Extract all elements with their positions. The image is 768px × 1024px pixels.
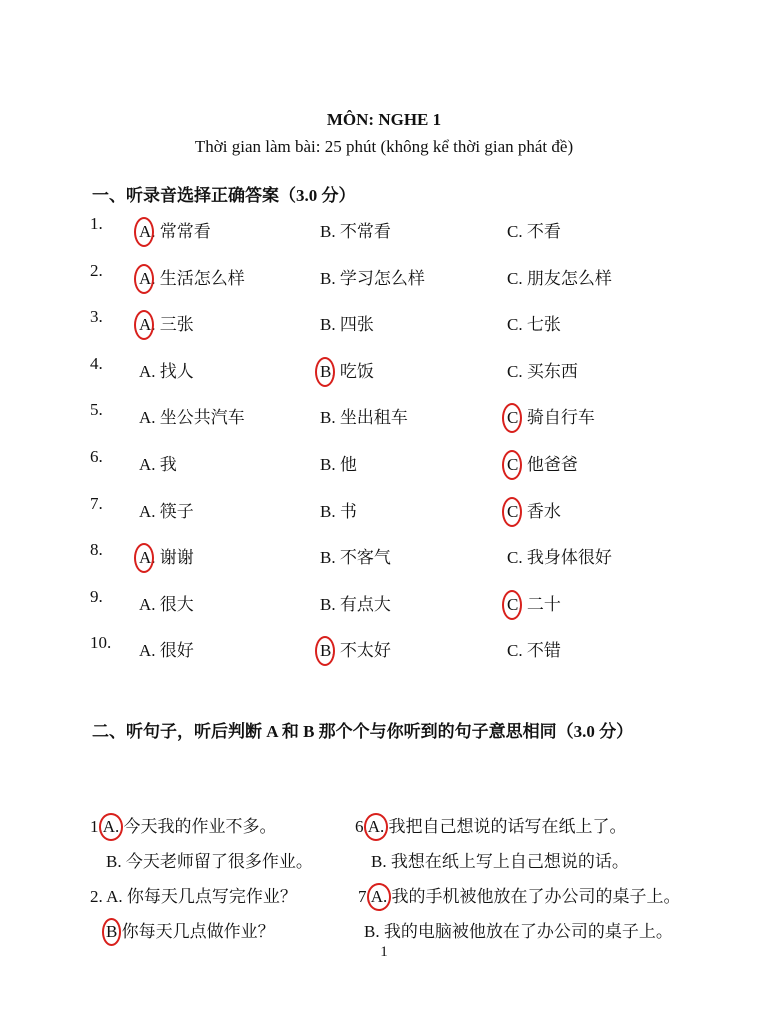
option-b: [320, 217, 391, 242]
option-c: [507, 543, 612, 568]
section2-heading: 二、听句子，听后判断 A 和 B 那个个与你听到的句子意思相同（3.0 分）: [92, 722, 634, 741]
option-letter: A.: [139, 595, 156, 614]
s2-q2-option-b: [106, 917, 275, 942]
option-b: [320, 543, 391, 568]
option-letter: B.: [320, 222, 336, 241]
option-a: [139, 636, 194, 661]
option-text: 他爸爸: [522, 455, 578, 474]
question-row: [0, 447, 768, 476]
option-text: 七张: [522, 315, 561, 334]
selected-answer-mark: A.: [139, 222, 156, 241]
exam-time-note: Thời gian làm bài: 25 phút (không kể thời gian phát đề): [194, 137, 574, 156]
option-a: [139, 403, 245, 428]
question-row: [0, 540, 768, 569]
option-letter: C.: [507, 269, 523, 288]
option-b: [320, 357, 374, 382]
option-text: 很好: [155, 641, 194, 660]
selected-answer-mark: C.: [507, 408, 523, 427]
option-c: [507, 590, 561, 615]
option-b: [320, 590, 391, 615]
question-number: 2.: [90, 261, 103, 280]
s2-q2-a-text: A. 你每天几点写完作业？: [106, 887, 297, 906]
option-text: 很大: [155, 595, 194, 614]
s2-q7-a-text: 我的手机被他放在了办公司的桌子上。: [391, 887, 681, 906]
option-letter: A.: [139, 502, 156, 521]
option-a: [139, 310, 194, 335]
option-b: [320, 403, 408, 428]
option-text: 香水: [522, 502, 561, 521]
s2-q1-option-b: B. 今天老师留了很多作业。: [106, 852, 313, 871]
question-number: 9.: [90, 587, 103, 606]
option-a: [139, 217, 211, 242]
option-b: [320, 636, 391, 661]
option-text: 不常看: [335, 222, 391, 241]
option-letter: C.: [507, 315, 523, 334]
option-text: 有点大: [335, 595, 391, 614]
page-number: 1: [380, 944, 388, 960]
option-c: [507, 636, 561, 661]
option-letter: B.: [320, 595, 336, 614]
s2-q7-option-a: [358, 882, 681, 907]
option-c: [507, 450, 578, 475]
s2-q6-a-text: 我把自己想说的话写在纸上了。: [388, 817, 627, 836]
s2-q7-option-b: B. 我的电脑被他放在了办公司的桌子上。: [364, 922, 673, 941]
question-number: 7.: [90, 494, 103, 513]
option-text: 坐公共汽车: [155, 408, 245, 427]
s2-q2-b-circled-mark: B: [106, 922, 118, 941]
option-b: [320, 497, 357, 522]
option-b: [320, 264, 425, 289]
option-c: [507, 264, 612, 289]
option-letter: A.: [139, 362, 156, 381]
option-letter: A.: [139, 455, 156, 474]
option-c: [507, 310, 561, 335]
question-row: [0, 261, 768, 290]
option-text: 四张: [335, 315, 374, 334]
option-c: [507, 403, 595, 428]
option-a: [139, 450, 177, 475]
question-row: [0, 307, 768, 336]
question-number: 1.: [90, 214, 103, 233]
question-row: [0, 587, 768, 616]
option-text: 不看: [522, 222, 561, 241]
option-b: [320, 450, 357, 475]
option-text: 买东西: [522, 362, 578, 381]
option-text: 学习怎么样: [335, 269, 425, 288]
option-letter: B.: [320, 548, 336, 567]
option-text: 骑自行车: [522, 408, 595, 427]
question-row: [0, 354, 768, 383]
selected-answer-mark: C.: [507, 595, 523, 614]
option-a: [139, 590, 194, 615]
question-row: [0, 494, 768, 523]
s2-q1-a-text: 今天我的作业不多。: [123, 817, 277, 836]
s2-q2-b-text: 你每天几点做作业？: [121, 922, 275, 941]
option-letter: B.: [320, 502, 336, 521]
question-number: 6.: [90, 447, 103, 466]
question-number: 3.: [90, 307, 103, 326]
option-text: 朋友怎么样: [522, 269, 612, 288]
selected-answer-mark: C.: [507, 455, 523, 474]
option-a: [139, 543, 194, 568]
option-text: 谢谢: [155, 548, 194, 567]
option-letter: B.: [320, 315, 336, 334]
selected-answer-mark: A.: [139, 548, 156, 567]
s2-q2-number: 2.: [90, 887, 103, 906]
option-text: 我: [155, 455, 177, 474]
option-c: [507, 357, 578, 382]
option-letter: B.: [320, 408, 336, 427]
option-text: 三张: [155, 315, 194, 334]
option-letter: C.: [507, 548, 523, 567]
question-row: [0, 400, 768, 429]
option-letter: A.: [139, 641, 156, 660]
s2-q6-option-a: [355, 812, 627, 837]
s2-q6-option-b: B. 我想在纸上写上自己想说的话。: [371, 852, 629, 871]
s2-q7-a-circled-mark: A.: [370, 887, 388, 906]
s2-q6-number: 6.: [355, 817, 368, 836]
s2-q2-option-a: [90, 882, 297, 907]
s2-q1-number: 1.: [90, 817, 103, 836]
question-number: 10.: [90, 633, 112, 652]
option-letter: C.: [507, 222, 523, 241]
option-text: 二十: [522, 595, 561, 614]
s2-q6-a-circled-mark: A.: [367, 817, 385, 836]
option-b: [320, 310, 374, 335]
option-text: 找人: [155, 362, 194, 381]
question-row: [0, 633, 768, 662]
option-c: [507, 217, 561, 242]
option-text: 不客气: [335, 548, 391, 567]
question-number: 5.: [90, 400, 103, 419]
question-number: 4.: [90, 354, 103, 373]
option-text: 书: [335, 502, 357, 521]
option-letter: C.: [507, 641, 523, 660]
selected-answer-mark: A.: [139, 269, 156, 288]
option-text: 生活怎么样: [155, 269, 245, 288]
selected-answer-mark: B.: [320, 641, 336, 660]
option-c: [507, 497, 561, 522]
option-letter: C.: [507, 362, 523, 381]
section1-heading: 一、听录音选择正确答案（3.0 分）: [92, 186, 356, 205]
option-a: [139, 497, 194, 522]
option-a: [139, 357, 194, 382]
option-letter: B.: [320, 269, 336, 288]
exam-title: MÔN: NGHE 1: [326, 110, 442, 129]
option-text: 坐出租车: [335, 408, 408, 427]
option-text: 吃饭: [335, 362, 374, 381]
s2-q7-number: 7.: [358, 887, 371, 906]
question-number: 8.: [90, 540, 103, 559]
option-text: 我身体很好: [522, 548, 612, 567]
s2-q1-a-circled-mark: A.: [102, 817, 120, 836]
option-letter: B.: [320, 455, 336, 474]
question-row: [0, 214, 768, 243]
selected-answer-mark: B.: [320, 362, 336, 381]
option-text: 不太好: [335, 641, 391, 660]
selected-answer-mark: A.: [139, 315, 156, 334]
option-text: 常常看: [155, 222, 211, 241]
selected-answer-mark: C.: [507, 502, 523, 521]
option-letter: A.: [139, 408, 156, 427]
option-text: 筷子: [155, 502, 194, 521]
option-text: 不错: [522, 641, 561, 660]
option-a: [139, 264, 245, 289]
option-text: 他: [335, 455, 357, 474]
s2-q1-option-a: [90, 812, 277, 837]
